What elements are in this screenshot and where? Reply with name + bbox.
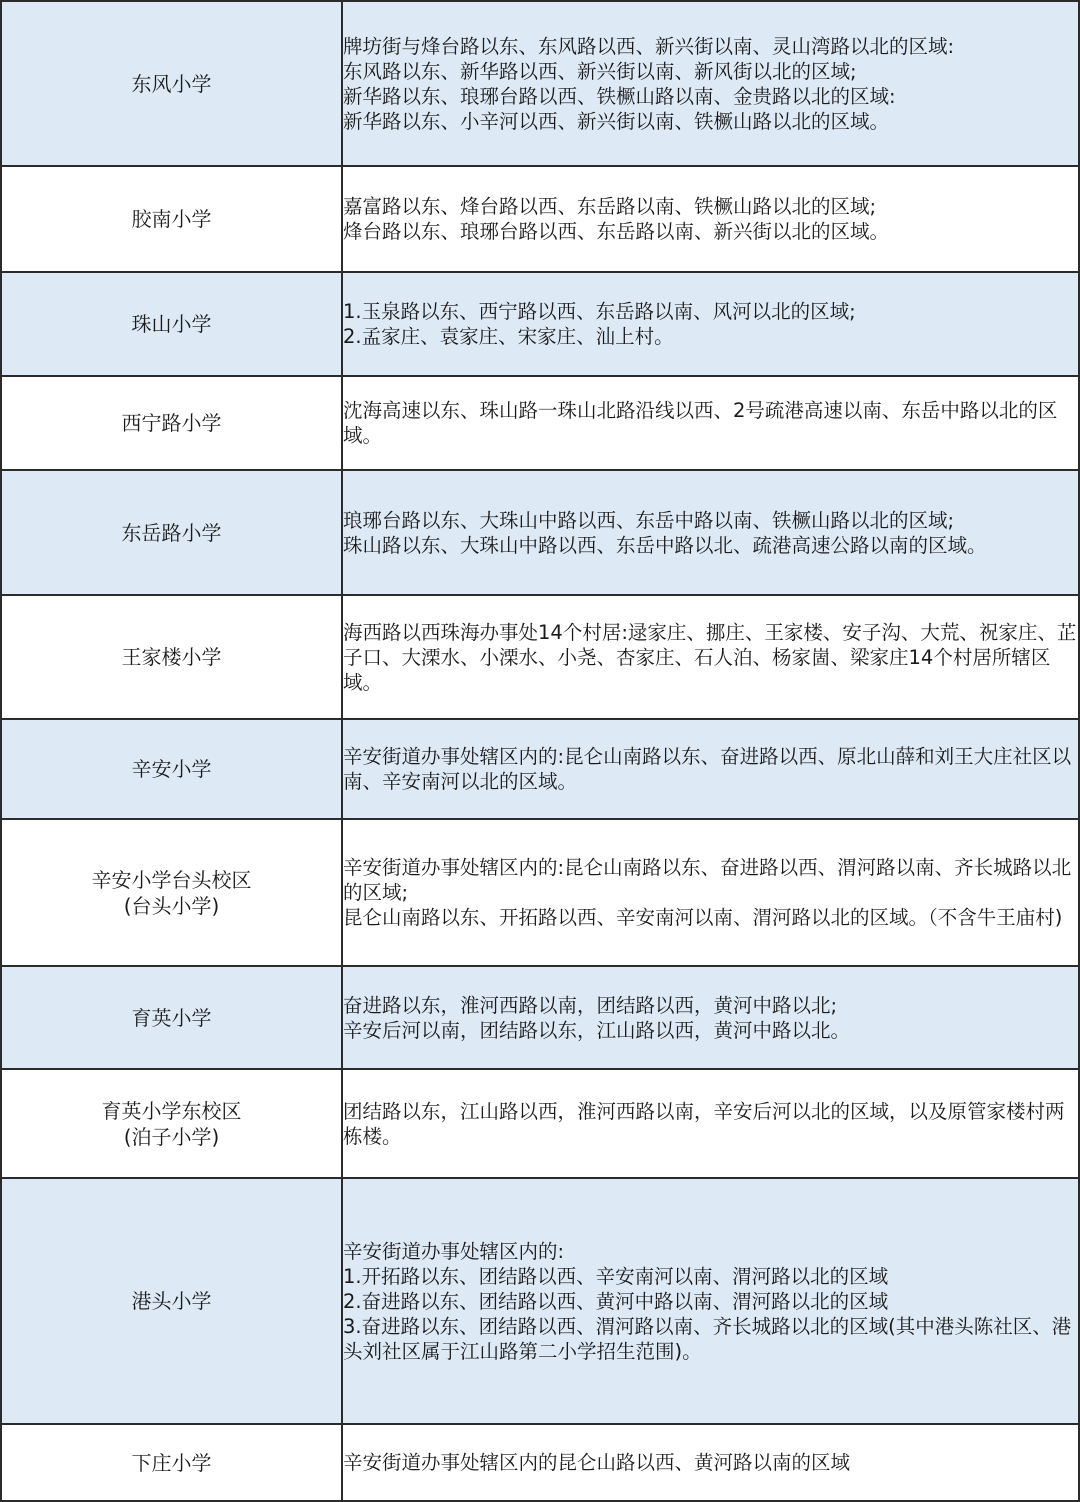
zone-line: 烽台路以东、琅琊台路以西、东岳路以南、新兴街以北的区域。 <box>343 220 890 243</box>
zone-line: 1.玉泉路以东、西宁路以西、东岳路以南、风河以北的区域; <box>343 300 856 323</box>
zone-description-cell <box>342 272 1079 376</box>
zone-line: 琅琊台路以东、大珠山中路以西、东岳中路以南、铁橛山路以北的区域; <box>343 508 955 532</box>
table-row <box>1 166 1079 272</box>
zone-description-cell <box>342 719 1079 819</box>
school-name: 东风小学 <box>131 71 212 96</box>
zone-line: 1.开拓路以东、团结路以西、辛安南河以南、渭河路以北的区域 <box>343 1264 889 1288</box>
zone-line: 珠山路以东、大珠山中路以西、东岳中路以北、疏港高速公路以南的区域。 <box>343 533 987 557</box>
school-name: 胶南小学 <box>131 207 212 231</box>
table-row <box>1 1178 1079 1424</box>
zone-line: 昆仑山南路以东、开拓路以西、辛安南河以南、渭河路以北的区域。（不含牛王庙村) <box>343 906 1063 929</box>
zone-description-cell <box>342 166 1079 272</box>
school-name: 港头小学 <box>131 1289 212 1313</box>
zone-line: 牌坊街与烽台路以东、东风路以西、新兴街以南、灵山湾路以北的区域: <box>343 34 955 58</box>
school-name-cell <box>1 966 342 1069</box>
school-name: 东岳路小学 <box>121 520 222 545</box>
zone-line: 2.孟家庄、袁家庄、宋家庄、汕上村。 <box>343 325 674 348</box>
school-name-cell <box>1 470 342 595</box>
table-row <box>1 819 1079 966</box>
table-row <box>1 595 1079 719</box>
table-row <box>1 966 1079 1069</box>
school-name: 王家楼小学 <box>121 645 222 669</box>
table-row <box>1 1069 1079 1178</box>
school-alias: (泊子小学) <box>123 1124 220 1149</box>
zone-line: 2.奋进路以东、团结路以西、黄河中路以南、渭河路以北的区域 <box>343 1289 889 1313</box>
school-name: 辛安小学台头校区 <box>91 867 252 892</box>
school-name-cell <box>1 272 342 376</box>
school-name-cell <box>1 1069 342 1178</box>
table-row <box>1 470 1079 595</box>
school-name-cell <box>1 819 342 966</box>
zone-line: 新华路以东、琅琊台路以西、铁橛山路以南、金贵路以北的区域: <box>343 84 896 108</box>
zone-line: 嘉富路以东、烽台路以西、东岳路以南、铁橛山路以北的区域; <box>343 195 877 218</box>
zone-description-cell <box>342 470 1079 595</box>
zone-line: 海西路以西珠海办事处14个村居:逯家庄、挪庄、王家楼、安子沟、大荒、祝家庄、芷子口、大溧水、小溧水、小尧、杏家庄、石人泊、杨家崮、梁家庄14个村居所辖区域。 <box>343 620 1077 694</box>
table-row <box>1 1 1079 166</box>
zone-description-cell <box>342 966 1079 1069</box>
school-name-cell <box>1 719 342 819</box>
zone-description-cell <box>342 595 1079 719</box>
zone-line: 3.奋进路以东、团结路以西、渭河路以南、齐长城路以北的区域(其中港头陈社区、港头刘社区属于江山路第二小学招生范围)。 <box>343 1314 1072 1363</box>
school-alias: (台头小学) <box>123 893 220 918</box>
zone-description-cell <box>342 376 1079 470</box>
school-name-cell <box>1 1424 342 1501</box>
table-row <box>1 719 1079 819</box>
zone-line: 辛安街道办事处辖区内的:昆仑山南路以东、奋进路以西、原北山薛和刘王大庄社区以南、辛安南河以北的区域。 <box>343 745 1072 793</box>
school-name: 珠山小学 <box>131 312 212 336</box>
zone-line: 团结路以东，江山路以西，淮河西路以南，辛安后河以北的区域，以及原管家楼村两栋楼。 <box>343 1099 1065 1148</box>
table-row <box>1 272 1079 376</box>
school-name-cell <box>1 595 342 719</box>
zone-line: 奋进路以东，淮河西路以南，团结路以西，黄河中路以北; <box>343 993 838 1017</box>
zone-line: 新华路以东、小辛河以西、新兴街以南、铁橛山路以北的区域。 <box>343 109 890 133</box>
zone-line: 辛安街道办事处辖区内的: <box>343 1239 565 1263</box>
school-name-cell <box>1 1178 342 1424</box>
school-name-cell <box>1 1 342 166</box>
zone-description-cell <box>342 1 1079 166</box>
school-name-cell <box>1 166 342 272</box>
table-row <box>1 1424 1079 1501</box>
school-name: 育英小学 <box>131 1005 212 1030</box>
table-row <box>1 376 1079 470</box>
zone-description-cell <box>342 1424 1079 1501</box>
zone-line: 辛安后河以南，团结路以东，江山路以西，黄河中路以北。 <box>343 1018 851 1042</box>
zone-description-cell <box>342 819 1079 966</box>
zone-line: 辛安街道办事处辖区内的:昆仑山南路以东、奋进路以西、渭河路以南、齐长城路以北的区域; <box>343 856 1072 904</box>
zone-line: 辛安街道办事处辖区内的昆仑山路以西、黄河路以南的区域 <box>343 1451 851 1474</box>
school-name: 下庄小学 <box>131 1450 212 1475</box>
zone-line: 东风路以东、新华路以西、新兴街以南、新风街以北的区域; <box>343 59 857 83</box>
school-name-cell <box>1 376 342 470</box>
zone-description-cell <box>342 1069 1079 1178</box>
school-name: 育英小学东校区 <box>101 1098 242 1123</box>
school-name: 西宁路小学 <box>121 411 222 435</box>
zone-description-cell <box>342 1178 1079 1424</box>
school-name: 辛安小学 <box>131 757 212 781</box>
zone-line: 沈海高速以东、珠山路一珠山北路沿线以西、2号疏港高速以南、东岳中路以北的区域。 <box>343 399 1058 447</box>
